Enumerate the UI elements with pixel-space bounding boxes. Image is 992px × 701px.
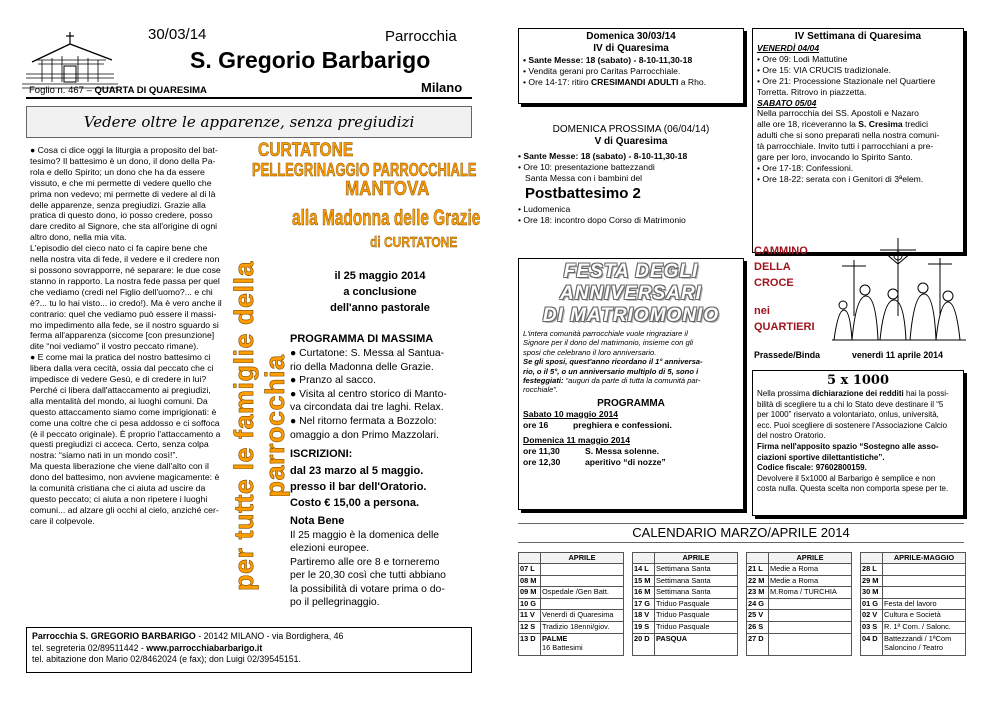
calendar-event: PALME 16 Battesimi xyxy=(541,633,624,655)
calendar-day: 30 M xyxy=(861,587,883,599)
calendar-event xyxy=(883,575,966,587)
article-line: stanno in rapporto. La nostra fede passa per quel xyxy=(30,275,220,286)
calendar-event: Settimana Santa xyxy=(655,564,738,576)
article-line: dare credito al Signore, che sta all'origine di ogni xyxy=(30,221,218,232)
nota-text xyxy=(290,529,446,609)
calendar-day: 26 S xyxy=(747,621,769,633)
calendar-event: PASQUA xyxy=(655,633,738,655)
theme-banner: Vedere oltre le apparenze, senza pregiudizi xyxy=(26,106,472,138)
calendar-event xyxy=(769,610,852,622)
calendar-day: 25 V xyxy=(747,610,769,622)
iscrizioni-line: Costo € 15,00 a persona. xyxy=(290,497,419,509)
article-line: dite “noi vediamo” il vostro peccato rimane). xyxy=(30,341,199,352)
article-line: ● Cosa ci dice oggi la liturgia a proposito del bat- xyxy=(30,145,218,155)
calendar-event: Tradizio 18enni/giov. xyxy=(541,621,624,633)
calendar-month-header: APRILE xyxy=(769,553,852,564)
festa-box: FESTA DEGLI ANNIVERSARI DI MATRIOMONIO L'intera comunità parrocchiale vuole ringraziare il Signore per il dono del matrimonio, insieme con gli sposi che celebrano il loro anniversario. Se gli sposi, quest'anno ricordano il 1° anniversa- rio, o il 5°, o un anniversario multiplo di 5, sono i festeggiati: “auguri da parte di tutta la comunità par- rocchiale”. PROGRAMMA Sabato 10 maggio 2014 ore 16 preghiera e confessioni. Domenica 11 maggio 2014 ore 11,30 S. Messa solenne. ore 12,30 aperitivo “di nozze” xyxy=(518,258,744,510)
calendar-event: Triduo Pasquale xyxy=(655,621,738,633)
calendar-day: 19 S xyxy=(633,621,655,633)
program-item: rio della Madonna delle Grazie. xyxy=(290,361,434,373)
calendar-day: 20 D xyxy=(633,633,655,655)
calendar-event: Battezzandi / 1ªCom Saloncino / Teatro xyxy=(883,633,966,655)
sabato-item: • Ore 17-18: Confessioni. xyxy=(757,162,854,173)
article-line: L'episodio del cieco nato ci fa capire bene che xyxy=(30,243,208,254)
calendar-day: 15 M xyxy=(633,575,655,587)
calendar-day: 10 G xyxy=(519,598,541,610)
settimana-box: IV Settimana di Quaresima VENERDÌ 04/04 • Ore 09: Lodi Mattutine • Ore 15: VIA CRUCIS tradizionale. • Ore 21: Processione Stazionale nel Quartiere Torretta. Ritrovo in piazzetta. SABATO 05/04 Nella parrocchia dei SS. Apostoli e Nazaro alle ore 18, riceveranno la S. Cresima tredici adulti che si sono preparati nella nostra comuni- tà parrocchiale. Invito tutti i parrocchiani a pre- gare per loro, invocando lo Spirito Santo. • Ore 17-18: Confessioni. • Ore 18-22: serata con i Genitori di 3ªelem. xyxy=(752,28,964,253)
pilgrimage-date: il 25 maggio 2014 a conclusione dell'anno pastorale xyxy=(330,270,430,314)
calendar-day: 08 M xyxy=(519,575,541,587)
calendar-day: 16 M xyxy=(633,587,655,599)
iscrizioni-line: presso il bar dell'Oratorio. xyxy=(290,481,427,493)
calendar-day: 27 D xyxy=(747,633,769,655)
calendar-day: 09 M xyxy=(519,587,541,599)
calendar-day: 11 V xyxy=(519,610,541,622)
calendar-month-header: APRILE xyxy=(655,553,738,564)
article-line: vissuto, e che mi permette di vedere quello che xyxy=(30,177,212,188)
article-line: Perché ci libera dall'attaccamento ai pregiudizi, xyxy=(30,384,211,395)
curtatone-title: CURTATONE xyxy=(258,140,354,161)
city-label: Milano xyxy=(421,80,463,95)
article-line: pratica di questo dono, io posso credere, posso xyxy=(30,210,213,221)
calendar-event xyxy=(769,633,852,655)
cinque-per-mille-box: 5 x 1000 Nella prossima dichiarazione dei redditi hai la possi- bilità di scegliere tu a chi lo Stato deve destinare il “5 per 1000” riservato a volontariato, onlus, università, ecc. Puoi scegliere di sostenere l'Associazione Calcio del nostro Oratorio. Firma nell'apposito spazio “Sostegno alle asso- ciazioni sportive dilettantistiche”. Codice fiscale: 97602800159. Devolvere il 5x1000 al Barbarigo è semplice e non costa nulla. Questa scelta non comporta spese per te. xyxy=(752,370,964,516)
article-line: delle apparenze, senza pregiudizi. Grazie alla xyxy=(30,199,206,210)
calendar-month-header: APRILE xyxy=(541,553,624,564)
calendar-event: Triduo Pasquale xyxy=(655,610,738,622)
calendar-day: 04 D xyxy=(861,633,883,655)
festa-intro-line: Signore per il dono del matrimonio, insieme con gli xyxy=(523,338,694,348)
program-item: va circondata dai tre laghi. Relax. xyxy=(290,402,444,414)
calendar-day: 28 L xyxy=(861,564,883,576)
calendar-event-note: 16 Battesimi xyxy=(542,642,583,652)
article-line: ● E come mai la pratica del nostro battesimo ci xyxy=(30,352,211,363)
mantova-title: MANTOVA xyxy=(345,178,430,200)
festa-bold-line: festeggiati: “auguri da parte di tutta la comunità par- xyxy=(523,376,701,386)
domenica-box: Domenica 30/03/14 IV di Quaresima • Sante Messe: 18 (sabato) - 8-10-11,30-18 • Vendita gerani pro Caritas Parrocchiale. • Ore 14-17: ritiro CRESIMANDI ADULTI a Rho. xyxy=(518,28,744,104)
sabato-item: • Ore 18-22: serata con i Genitori di 3ªelem. xyxy=(757,173,924,184)
madonna-title: alla Madonna delle Grazie xyxy=(292,205,481,230)
calendar-event: Venerdì di Quaresima xyxy=(541,610,624,622)
nota-line: Partiremo alle ore 8 e torneremo xyxy=(290,556,440,568)
article-line: comuni... ad alzare gli occhi al cielo, anziché cer- xyxy=(30,504,219,515)
article-line: la comunità cristiana che ci aiuta ad uscire da xyxy=(30,483,206,494)
cinque-line: del nostro Oratorio. xyxy=(757,431,826,441)
calendar-month-header: APRILE-MAGGIO xyxy=(883,553,966,564)
article-line: (è il peccato originale). È proprio l'attaccamento a xyxy=(30,428,221,439)
calendar-event: Medie a Roma xyxy=(769,564,852,576)
calendar-event: Triduo Pasquale xyxy=(655,598,738,610)
program-item: omaggio a don Primo Mazzolari. xyxy=(290,429,440,441)
calendar-day: 23 M xyxy=(747,587,769,599)
calendar-event: Ospedale /Gen Batt. xyxy=(541,587,624,599)
calendar-event xyxy=(541,598,624,610)
program-list xyxy=(290,347,447,442)
cammino-place: Prassede/Binda xyxy=(754,350,821,360)
parish-name: S. Gregorio Barbarigo xyxy=(190,47,431,73)
sabato-item: tà parrocchiale. Invito tutti i parrocchiani a pre- xyxy=(757,141,934,152)
calendar-event: Medie a Roma xyxy=(769,575,852,587)
program-item: ● Curtatone: S. Messa al Santua- xyxy=(290,348,445,359)
calendar-day: 21 L xyxy=(747,564,769,576)
website-link[interactable]: www.parrocchiabarbarigo.it xyxy=(146,642,263,653)
calendar-day: 12 S xyxy=(519,621,541,633)
article-line: dono del battesimo, non avviene magicamente: è xyxy=(30,472,220,483)
article-line: come una coltre che ci pesa addosso e ci soffoca xyxy=(30,417,220,428)
calendar-day: 14 L xyxy=(633,564,655,576)
program-item: ● Visita al centro storico di Manto- xyxy=(290,388,447,400)
festa-bold-line: Se gli sposi, quest'anno ricordano il 1° anniversa- xyxy=(523,357,703,367)
prossima-section: DOMENICA PROSSIMA (06/04/14) V di Quaresima • Sante Messe: 18 (sabato) - 8-10-11,30-18 • Ore 10: presentazione battezzandi Santa Messa con i bambini del Postbattesimo 2 • Ludomenica • Ore 18: incontro dopo Corso di Matrimonio xyxy=(518,124,710,225)
calendar-week xyxy=(632,552,738,656)
calendar-event: R. 1ª Com. / Salonc. xyxy=(883,621,966,633)
article-line: impedisce di vedere Gesù, e di credere in lui? xyxy=(30,374,207,385)
calendar-day: 07 L xyxy=(519,564,541,576)
article-line: nostra: “siamo nati in un mondo così!”. xyxy=(30,450,178,461)
calendar-event: Settimana Santa xyxy=(655,575,738,587)
iscrizioni-title: ISCRIZIONI: xyxy=(290,448,353,460)
article-line: rola e dello Spirito; un dono che ha da essere xyxy=(30,166,205,177)
calendar-week xyxy=(860,552,966,656)
article-line: tesimo? Il battesimo è un dono, il dono della Pa- xyxy=(30,155,216,166)
venerdi-item: • Ore 09: Lodi Mattutine xyxy=(757,53,848,64)
article-line: questo attaccamento siamo come imprigionati: è xyxy=(30,406,217,417)
calendar-event: Festa del lavoro xyxy=(883,598,966,610)
article-line: libera dalla vera cecità, ossia dal peccato che ci xyxy=(30,363,214,374)
venerdi-item: Torretta. Ritrovo in piazzetta. xyxy=(757,86,867,97)
calendar-day: 17 G xyxy=(633,598,655,610)
article-line: mo impedimento alla fede, se il nostro sguardo si xyxy=(30,319,219,330)
article-line: prima non vedevo; mi permette di vedere al di là xyxy=(30,188,216,199)
calendar-day: 13 D xyxy=(519,633,541,655)
article-line: questo peccato; ci aiuta a non ripetere i luoghi xyxy=(30,494,208,504)
article-line: altro dono, nella mia vita. xyxy=(30,232,127,243)
parrocchia-label: Parrocchia xyxy=(385,28,457,45)
curtatone-subtitle: di CURTATONE xyxy=(370,234,458,251)
church-logo xyxy=(22,30,118,92)
calendar-event xyxy=(769,621,852,633)
pilgrimage-title: PELLEGRINAGGIO PARROCCHIALE xyxy=(252,160,477,180)
calendar-event: Cultura e Società xyxy=(883,610,966,622)
nota-line: elezioni europee. xyxy=(290,543,370,555)
calendar-week xyxy=(746,552,852,656)
festa-intro-line: L'intera comunità parrocchiale vuole ringraziare il xyxy=(523,329,688,338)
pilgrimage-vertical-banner: per tutte le famiglie della parrocchia xyxy=(229,260,290,592)
calendar-event: Settimana Santa xyxy=(655,587,738,599)
calendar-event xyxy=(883,587,966,599)
calendar-event xyxy=(883,564,966,576)
iscrizioni-line: dal 23 marzo al 5 maggio. xyxy=(290,465,424,477)
nota-line: po il pellegrinaggio. xyxy=(290,597,380,609)
article-line: ferma all'apparenza (siccome [con presunzione] xyxy=(30,330,215,341)
cinque-line: ecc. Puoi scegliere di sostenere l'Associazione Calcio xyxy=(757,420,948,430)
calendar-event xyxy=(769,598,852,610)
venerdi-item: • Ore 15: VIA CRUCIS tradizionale. xyxy=(757,64,891,75)
foglio-line: Foglio n. 467 – QUARTA DI QUARESIMA xyxy=(29,85,207,96)
calendar-day: 22 M xyxy=(747,575,769,587)
cinque-line: bilità di scegliere tu a chi lo Stato deve destinare il “5 xyxy=(757,399,944,409)
calendar-event: M.Roma / TURCHIA xyxy=(769,587,852,599)
article-line: che vediamo (credi nel Figlio dell'uomo?... e chi xyxy=(30,286,213,297)
sabato-item: gare per loro, invocando lo Spirito Santo. xyxy=(757,152,913,163)
calendar-day: 24 G xyxy=(747,598,769,610)
issue-date: 30/03/14 xyxy=(148,26,207,43)
article-line: nella nostra vita di fede, il vedere e il credere non xyxy=(30,254,220,265)
calendar-day: 18 V xyxy=(633,610,655,622)
nota-title: Nota Bene xyxy=(290,515,345,527)
crucifixion-illustration xyxy=(832,236,966,342)
calendar-day: 02 V xyxy=(861,610,883,622)
festa-quote-line: rocchiale”. xyxy=(523,385,559,395)
calendar-day: 01 G xyxy=(861,598,883,610)
article-line: care il colpevole. xyxy=(30,515,95,526)
program-item: ● Pranzo al sacco. xyxy=(290,375,376,387)
article-line: è?... tu lo hai visto... io credo!). Ma è vero anche il xyxy=(30,297,222,308)
article-line: questi pregiudizi ci acceca. Certo, senza colpa xyxy=(30,439,209,450)
calendar-day: 29 M xyxy=(861,575,883,587)
cinque-line: per 1000” riservato a volontariato, onlus, università, xyxy=(757,410,939,420)
calendar-title: CALENDARIO MARZO/APRILE 2014 xyxy=(632,525,850,540)
cammino-title: CAMMINO DELLA CROCE nei QUARTIERI xyxy=(754,245,815,333)
calendar-day: 03 S xyxy=(861,621,883,633)
article-line: alla mentalità del mondo, ai luoghi comuni. Da xyxy=(30,395,208,406)
calendar-week xyxy=(518,552,624,656)
nota-line: per le 20,30 così che tutti abbiano xyxy=(290,570,446,582)
calendar-event xyxy=(541,575,624,587)
nota-line: la possibilità di votare prima o do- xyxy=(290,583,445,595)
program-item: ● Nel ritorno fermata a Bozzolo: xyxy=(290,415,437,427)
calendar-event xyxy=(541,564,624,576)
homily-article xyxy=(30,145,252,527)
festa-bold-line: rio, o il 5°, o un anniversario multiplo di 5, sono i xyxy=(523,366,699,376)
sabato-item: adulti che si sono preparati nella nostra comuni- xyxy=(757,130,940,141)
article-line: contrario: quel che vediamo può essere il massi- xyxy=(30,308,217,319)
parish-contacts: Parrocchia S. GREGORIO BARBARIGO - 20142 MILANO - via Bordighera, 46 tel. segreteria 02/89511442 - www.parrocchiabarbarigo.it tel. abitazione don Mario 02/8462024 (e fax); don Luigi 02/39545151. xyxy=(26,627,472,673)
cammino-date: venerdì 11 aprile 2014 xyxy=(852,350,943,360)
article-line: si possono sovrapporre, né separare: le due cose xyxy=(30,264,221,275)
venerdi-item: • Ore 21: Processione Stazionale nel Quartiere xyxy=(757,75,936,86)
festa-intro-line: sposi che celebrano il loro anniversario. xyxy=(523,347,657,357)
iscrizioni-list xyxy=(290,463,427,511)
nota-line: Il 25 maggio è la domenica delle xyxy=(290,530,440,541)
calendar-event-note: Saloncino / Teatro xyxy=(884,642,944,652)
article-line: Ma questa liberazione che viene dall'alto con il xyxy=(30,461,209,472)
program-title: PROGRAMMA DI MASSIMA xyxy=(290,333,434,345)
